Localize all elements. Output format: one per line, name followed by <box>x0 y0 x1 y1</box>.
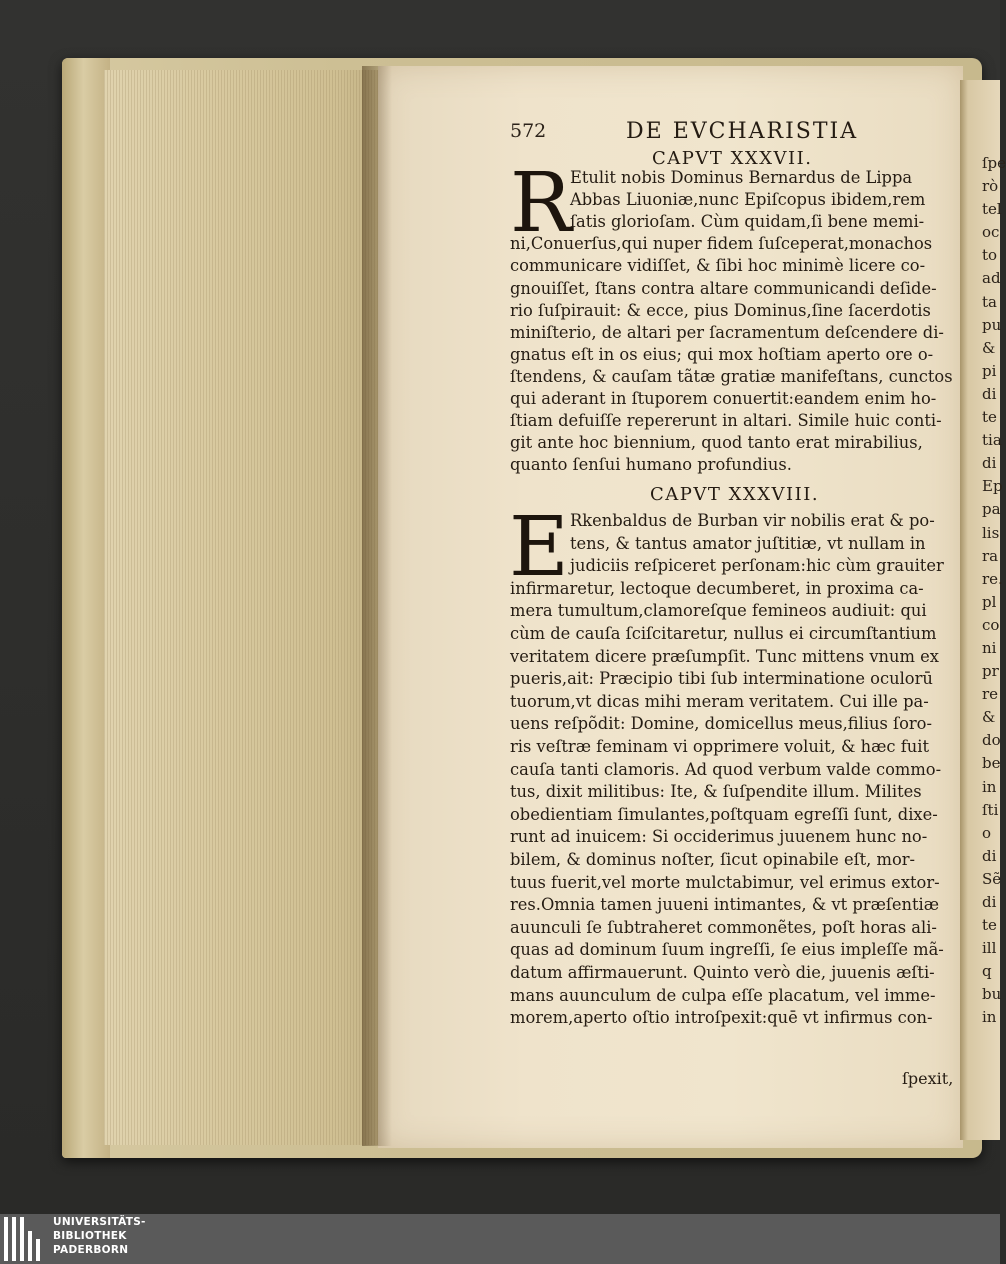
chapter-heading: CAPVT XXXVIII. <box>650 484 820 505</box>
text-line: ni,Conuerſus,qui nuper fidem ſuſceperat,monachos <box>510 234 933 254</box>
facing-page-fragment: lis <box>982 523 1000 542</box>
text-line: ſtiam defuiſſe repererunt in altari. Simile huic conti- <box>510 411 942 431</box>
text-line: tus, dixit militibus: Ite, & ſuſpendite illum. Milites <box>510 782 922 802</box>
facing-page-fragment: di <box>982 384 997 403</box>
facing-page-fragment: o <box>982 823 992 842</box>
facing-page-fragment: re. <box>982 569 1003 588</box>
text-line: tuorum,vt dicas mihi meram veritatem. Cui ille pa- <box>510 691 929 711</box>
facing-page-fragment: re <box>982 685 999 704</box>
facing-page-fragment: ad <box>982 269 1001 288</box>
gutter-shadow <box>362 66 392 1146</box>
facing-page-text <box>960 152 1006 1030</box>
library-name: UNIVERSITÄTS- BIBLIOTHEK PADERBORN <box>53 1216 146 1256</box>
facing-page-fragment: pu <box>982 315 1002 334</box>
text-line: quas ad dominum ſuum ingreſſi, ſe eius impleſſe mã- <box>510 940 944 960</box>
facing-page-edge <box>960 80 1006 1140</box>
facing-page-fragment: pi <box>982 361 997 380</box>
facing-page-fragment: in <box>982 1008 997 1027</box>
facing-page-fragment: tia <box>982 431 1002 450</box>
text-line: mans auunculum de culpa eſſe placatum, vel imme- <box>510 985 936 1005</box>
facing-page-fragment: do <box>982 731 1001 750</box>
facing-page-fragment: tel <box>982 200 1002 219</box>
text-line: communicare vidiſſet, & ſibi hoc minimè licere co- <box>510 256 926 276</box>
text-line: tuus fuerit,vel morte mulctabimur, vel erimus extor- <box>510 872 940 892</box>
facing-page-fragment: ta <box>982 292 997 311</box>
text-line: Etulit nobis Dominus Bernardus de Lippa <box>570 168 913 187</box>
library-logo-icon <box>4 1217 46 1261</box>
text-line: res.Omnia tamen juueni intimantes, & vt præſentiæ <box>510 895 940 915</box>
text-line: Rkenbaldus de Burban vir nobilis erat & po- <box>570 511 935 530</box>
text-line: cùm de cauſa ſciſcitaretur, nullus ei circumſtantium <box>510 624 937 643</box>
facing-page-fragment: bu <box>982 985 1002 1004</box>
text-line: rio ſuſpirauit: & ecce, pius Dominus,ſine ſacerdotis <box>510 300 931 320</box>
facing-page-fragment: pa <box>982 500 1001 519</box>
text-line: Abbas Liuoniæ,nunc Epiſcopus ibidem,rem <box>570 190 926 210</box>
facing-page-fragment: pl <box>982 592 997 611</box>
facing-page-fragment: di <box>982 846 997 865</box>
facing-page-fragment: be <box>982 754 1001 773</box>
text-line: bilem, & dominus noſter, ſicut opinabile eſt, mor- <box>510 850 916 869</box>
drop-capital: E <box>509 500 569 595</box>
facing-page-fragment: co <box>982 615 1000 634</box>
text-line: datum affirmauerunt. Quinto verò die, juuenis æſti- <box>510 963 935 982</box>
text-line: quanto ſenſui humano profundius. <box>510 455 792 475</box>
text-line: qui aderant in ſtuporem conuertit:eandem enim ho- <box>510 389 937 408</box>
drop-capital: R <box>510 156 572 251</box>
footer-bar <box>0 1214 1000 1264</box>
page-number: 572 <box>510 120 547 142</box>
text-line: ſatis glorioſam. Cùm quidam,ſi bene memi- <box>570 212 925 232</box>
text-line: mera tumultum,clamoreſque femineos audiuit: qui <box>510 601 927 621</box>
facing-page-fragment: ſti <box>982 800 999 819</box>
facing-page-fragment: ill <box>982 939 997 958</box>
text-line: uens reſpõdit: Domine, domicellus meus,filius ſoro- <box>510 714 932 734</box>
facing-page-fragment: to <box>982 246 998 265</box>
facing-page-fragment: ra <box>982 546 999 565</box>
catchword: ſpexit, <box>902 1069 954 1088</box>
facing-page-fragment: te <box>982 408 997 427</box>
facing-page-fragment: & <box>982 708 996 727</box>
facing-page-fragment: di <box>982 454 997 473</box>
facing-page-fragment: ni <box>982 638 997 657</box>
chapter-heading: CAPVT XXXVII. <box>652 148 813 169</box>
facing-page-fragment: ſpe <box>982 154 1006 172</box>
facing-page-fragment: te <box>982 916 997 935</box>
facing-page-fragment: pr <box>982 662 999 681</box>
text-line: pueris,ait: Præcipio tibi ſub interminatione oculorū <box>510 669 933 689</box>
text-line: gnouiſſet, ſtans contra altare communicandi deſide- <box>510 278 937 298</box>
text-line: morem,aperto oſtio introſpexit:quē vt infirmus con- <box>510 1008 933 1028</box>
facing-page-fragment: in <box>982 777 997 796</box>
text-line: infirmaretur, lectoque decumberet, in proxima ca- <box>510 578 924 598</box>
facing-page-fragment: Sẽ <box>982 869 1002 888</box>
text-line: veritatem dicere præſumpſit. Tunc mittens vnum ex <box>510 646 939 666</box>
cover-edge <box>62 58 110 1158</box>
running-head: DE EVCHARISTIA <box>626 119 859 144</box>
text-line: miniſterio, de altari per ſacramentum deſcendere di- <box>510 322 944 342</box>
facing-page-fragment: & <box>982 338 996 357</box>
text-line: tens, & tantus amator juſtitiæ, vt nullam in <box>570 533 926 553</box>
text-line: judiciis reſpiceret perſonam:hic cùm grauiter <box>570 556 944 576</box>
facing-page-fragment: oc <box>982 223 1000 242</box>
text-line: ris veſtræ feminam vi opprimere voluit, & hæc fuit <box>510 737 929 756</box>
text-line: gnatus eſt in os eius; qui mox hoſtiam aperto ore o- <box>510 344 934 364</box>
facing-page-fragment: di <box>982 893 997 911</box>
text-line: git ante hoc biennium, quod tanto erat mirabilius, <box>510 433 923 453</box>
text-line: obedientiam ſimulantes,poſtquam egreſſi ſunt, dixe- <box>510 804 938 824</box>
text-line: cauſa tanti clamoris. Ad quod verbum valde commo- <box>510 759 942 779</box>
text-line: ſtendens, & cauſam tãtæ gratiæ manifeſtans, cunctos <box>510 366 953 386</box>
text-line: auunculi ſe ſubtraheret commonẽtes, poſt horas ali- <box>510 917 937 937</box>
facing-page-fragment: q <box>982 962 992 981</box>
facing-page-fragment: Ep <box>982 477 1003 496</box>
facing-page-fragment: rò <box>982 177 999 196</box>
text-line: runt ad inuicem: Si occiderimus juuenem hunc no- <box>510 827 928 847</box>
page-block-edge <box>104 70 381 1145</box>
